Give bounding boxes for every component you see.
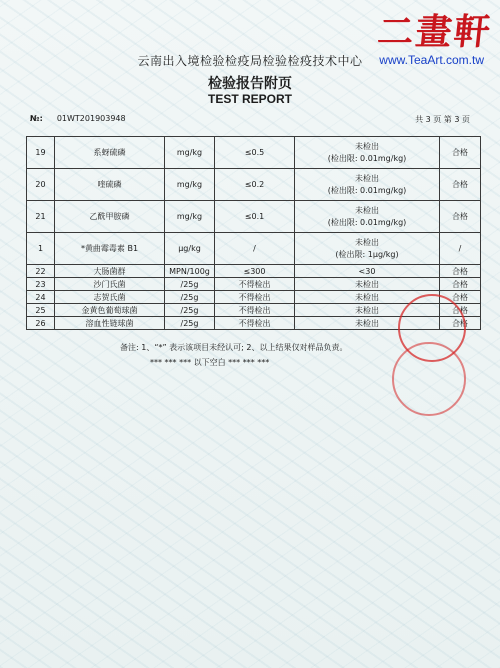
result-detection-limit: (检出限: 1μg/kg) xyxy=(335,249,399,259)
cell-result: 未检出 xyxy=(295,291,440,304)
cell-item: 系蚜硫磷 xyxy=(55,137,165,169)
cell-limit: ≤300 xyxy=(215,265,295,278)
cell-no: 1 xyxy=(27,233,55,265)
table-row xyxy=(27,169,481,201)
result-detection-limit: (检出限: 0.01mg/kg) xyxy=(327,217,407,227)
report-number xyxy=(30,114,126,123)
cell-no: 26 xyxy=(27,317,55,330)
cell-no: 20 xyxy=(27,169,55,201)
cell-limit: 不得检出 xyxy=(215,291,295,304)
cell-item: 沙门氏菌 xyxy=(55,278,165,291)
result-main: 未检出 xyxy=(355,141,379,151)
cell-limit: 不得检出 xyxy=(215,304,295,317)
cell-result: 未检出 xyxy=(295,317,440,330)
cell-judgement: 合格 xyxy=(440,278,481,291)
result-main: 未检出 xyxy=(355,237,379,247)
cell-no: 21 xyxy=(27,201,55,233)
cell-unit: /25g xyxy=(165,278,215,291)
cell-judgement: 合格 xyxy=(440,201,481,233)
table-row xyxy=(27,233,481,265)
site-url: www.TeaArt.com.tw xyxy=(379,53,484,67)
result-detection-limit: (检出限: 0.01mg/kg) xyxy=(327,185,407,195)
cell-judgement: 合格 xyxy=(440,291,481,304)
cell-no: 19 xyxy=(27,137,55,169)
cell-unit: /25g xyxy=(165,317,215,330)
cell-limit: 不得检出 xyxy=(215,317,295,330)
cell-unit: /25g xyxy=(165,291,215,304)
report-number-label: №: xyxy=(30,114,43,123)
blank-below-note: *** *** *** 以下空白 *** *** *** xyxy=(150,358,270,367)
cell-result: 未检出 xyxy=(295,278,440,291)
result-detection-limit: (检出限: 0.01mg/kg) xyxy=(327,153,407,163)
result-main: 未检出 xyxy=(355,173,379,183)
cell-judgement: 合格 xyxy=(440,265,481,278)
cell-no: 25 xyxy=(27,304,55,317)
cell-result xyxy=(295,233,440,265)
cell-result xyxy=(295,201,440,233)
cell-unit: /25g xyxy=(165,304,215,317)
report-number-value: 01WT201903948 xyxy=(56,114,126,123)
cell-no: 23 xyxy=(27,278,55,291)
table-row xyxy=(27,201,481,233)
cell-item: 溶血性链球菌 xyxy=(55,317,165,330)
cell-limit: ≤0.5 xyxy=(215,137,295,169)
cell-result: 未检出 xyxy=(295,304,440,317)
table-row xyxy=(27,265,481,278)
cell-judgement: 合格 xyxy=(440,317,481,330)
table-row xyxy=(27,278,481,291)
result-main: 未检出 xyxy=(355,205,379,215)
cell-item: 志贺氏菌 xyxy=(55,291,165,304)
cell-limit: ≤0.2 xyxy=(215,169,295,201)
cell-unit: mg/kg xyxy=(165,201,215,233)
cell-judgement: 合格 xyxy=(440,137,481,169)
page-subtitle: TEST REPORT xyxy=(207,92,292,106)
cell-item: 乙酰甲胺磷 xyxy=(55,201,165,233)
page-count: 共 3 页 第 3 页 xyxy=(415,115,470,124)
cell-unit: mg/kg xyxy=(165,137,215,169)
cell-no: 22 xyxy=(27,265,55,278)
cell-unit: mg/kg xyxy=(165,169,215,201)
cell-limit: ≤0.1 xyxy=(215,201,295,233)
cell-unit: μg/kg xyxy=(165,233,215,265)
cell-limit: 不得检出 xyxy=(215,278,295,291)
cell-item: 大肠菌群 xyxy=(55,265,165,278)
cell-judgement: 合格 xyxy=(440,304,481,317)
cell-item: 喹硫磷 xyxy=(55,169,165,201)
cell-result xyxy=(295,169,440,201)
remark-note: 备注: 1、“*” 表示该项目未经认可; 2、以上结果仅对样品负责。 xyxy=(120,343,348,352)
cell-no: 24 xyxy=(27,291,55,304)
page-title: 检验报告附页 xyxy=(208,76,292,92)
cell-limit: / xyxy=(215,233,295,265)
official-seal-secondary xyxy=(392,342,466,416)
cell-result xyxy=(295,137,440,169)
cell-unit: MPN/100g xyxy=(165,265,215,278)
brand-logo: 二畫軒 xyxy=(375,11,494,53)
cell-judgement: 合格 xyxy=(440,169,481,201)
cell-judgement: / xyxy=(440,233,481,265)
table-row xyxy=(27,137,481,169)
cell-item: 金黄色葡萄球菌 xyxy=(55,304,165,317)
cell-result: <30 xyxy=(295,265,440,278)
org-title: 云南出入境检验检疫局检验检疫技术中心 xyxy=(137,54,363,68)
cell-item: *黄曲霉毒素 B1 xyxy=(55,233,165,265)
